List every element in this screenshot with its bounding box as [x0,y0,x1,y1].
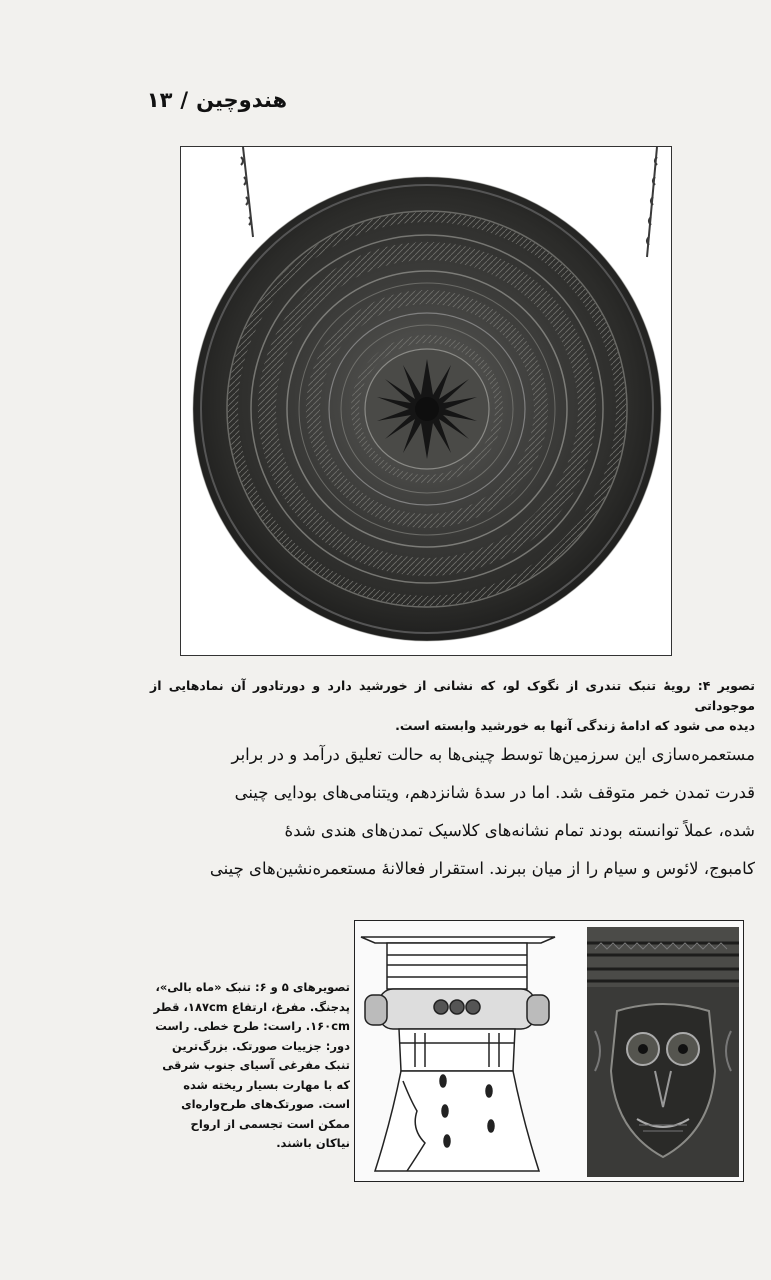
page-number: ۱۳ [146,88,173,112]
figure-5-6-caption [150,978,350,1154]
drum-drawing-and-detail [355,921,744,1182]
caption-line: است. صورتک‌های طرح‌واره‌ای [181,1097,350,1111]
chapter-title: هندوچین [196,88,287,112]
figure-5-6-images [354,920,744,1182]
caption-line: نیاکان باشند. [276,1136,350,1150]
body-line: قدرت تمدن خمر متوقف شد. اما در سدهٔ شانزدهم، ویتنامی‌های بودایی چینی [234,783,755,802]
caption-line: ۱۶۰cm. راست: طرح خطی. راست [155,1019,350,1033]
drum-line-drawing [361,937,555,1171]
drum-tympanum-image [181,147,672,656]
running-head [147,88,287,112]
head-separator: / [180,88,189,112]
body-paragraph [150,736,755,888]
caption-line: دیده می شود که ادامهٔ زندگی آنها به خورشید وابسته است. [395,718,755,733]
figure-4-caption [150,676,755,736]
caption-line: ممکن است تجسمی از ارواح [190,1116,350,1131]
caption-line: تنبک مفرغی آسیای جنوب شرقی [162,1058,350,1072]
body-line: شده، عملاً توانسته بودند تمام نشانه‌های کلاسیک تمدن‌های هندی شدهٔ [284,821,755,840]
body-line: مستعمره‌سازی این سرزمین‌ها توسط چینی‌ها به حالت تعلیق درآمد و در برابر [231,745,755,764]
caption-line: که با مهارت بسیار ریخته شده [183,1077,350,1092]
body-line: کامبوج، لائوس و سیام را از میان ببرند. استقرار فعالانهٔ مستعمره‌نشین‌های چینی [209,859,755,878]
hanging-chain-left [241,147,253,237]
hanging-chain-right [647,147,657,257]
caption-line: تصویر ۴: رویهٔ تنبک تندری از نگوک لو، که نشانی از خورشید دارد و دورتادور آن نمادهایی از موجوداتی [150,678,755,713]
caption-line: دور: جزییات صورتک. بزرگ‌ترین [171,1038,350,1053]
figure-4-photo [180,146,672,656]
face-detail-photo [587,927,739,1177]
caption-line: تصویرهای ۵ و ۶: تنبک «ماه بالی»، [155,980,350,994]
caption-line: پدجنگ. مفرغ، ارتفاع ۱۸۷cm، قطر [153,999,350,1014]
